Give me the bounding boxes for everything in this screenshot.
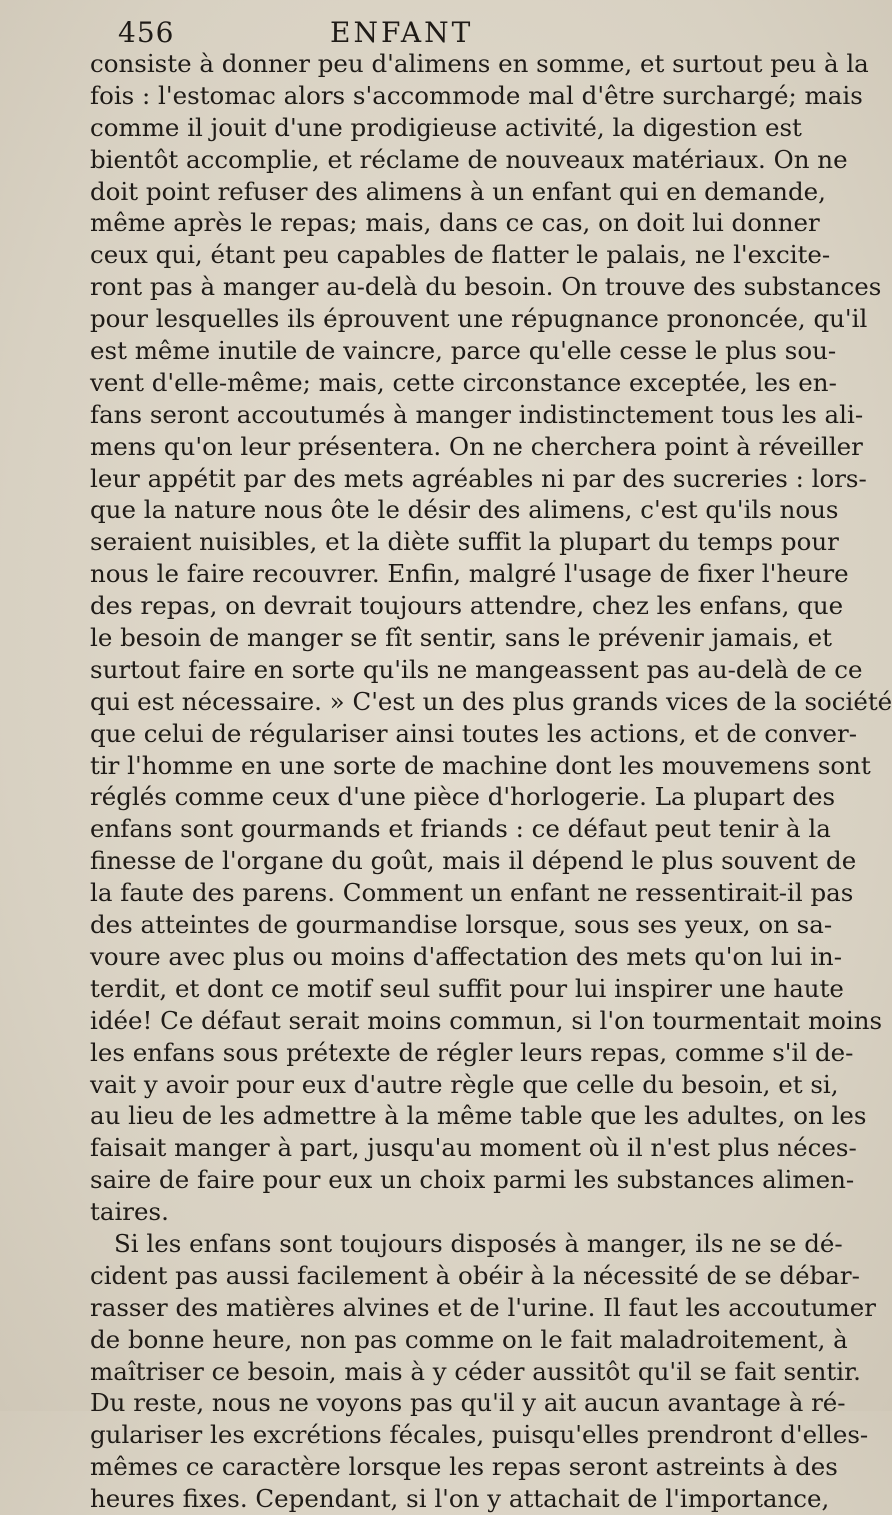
text-line: la faute des parens. Comment un enfant ne ressentirait-il pas [90, 878, 854, 908]
text-line: mens qu'on leur présentera. On ne cherchera point à réveiller [90, 431, 863, 461]
text-line: que la nature nous ôte le désir des alimens, c'est qu'ils nous [90, 495, 839, 525]
text-line: mêmes ce caractère lorsque les repas seront astreints à des [90, 1452, 838, 1482]
text-line: des atteintes de gourmandise lorsque, sous ses yeux, on sa- [90, 910, 833, 940]
paragraph-1 [90, 48, 892, 1228]
text-line: comme il jouit d'une prodigieuse activité, la digestion est [90, 112, 802, 142]
text-line: cident pas aussi facilement à obéir à la nécessité de se débar- [90, 1260, 860, 1290]
text-line: saire de faire pour eux un choix parmi les substances alimen- [90, 1165, 855, 1195]
text-line: heures fixes. Cependant, si l'on y attachait de l'importance, [90, 1484, 830, 1514]
text-line: enfans sont gourmands et friands : ce défaut peut tenir à la [90, 814, 831, 844]
text-line: Du reste, nous ne voyons pas qu'il y ait aucun avantage à ré- [90, 1388, 846, 1418]
text-line: ront pas à manger au-delà du besoin. On trouve des substances [90, 272, 882, 302]
text-line: est même inutile de vaincre, parce qu'elle cesse le plus sou- [90, 336, 837, 366]
text-line: seraient nuisibles, et la diète suffit la plupart du temps pour [90, 527, 839, 557]
body-text [90, 48, 892, 1515]
text-line: vent d'elle-même; mais, cette circonstance exceptée, les en- [90, 367, 837, 397]
text-line: même après le repas; mais, dans ce cas, on doit lui donner [90, 208, 820, 238]
text-line: terdit, et dont ce motif seul suffit pour lui inspirer une haute [90, 973, 844, 1003]
text-line: taires. [90, 1197, 169, 1227]
paragraph-2 [90, 1228, 876, 1515]
text-line: maîtriser ce besoin, mais à y céder aussitôt qu'il se fait sentir. [90, 1356, 861, 1386]
text-line: gulariser les excrétions fécales, puisqu'elles prendront d'elles- [90, 1420, 869, 1450]
text-line: consiste à donner peu d'alimens en somme, et surtout peu à la [90, 49, 869, 78]
text-line: nous le faire recouvrer. Enfin, malgré l'usage de fixer l'heure [90, 559, 849, 589]
text-line: réglés comme ceux d'une pièce d'horlogerie. La plupart des [90, 782, 836, 812]
text-line: vait y avoir pour eux d'autre règle que celle du besoin, et si, [90, 1069, 839, 1099]
text-line: ceux qui, étant peu capables de flatter le palais, ne l'excite- [90, 240, 831, 270]
text-line: au lieu de les admettre à la même table que les adultes, on les [90, 1101, 867, 1131]
text-line: doit point refuser des alimens à un enfant qui en demande, [90, 176, 826, 206]
page-number: 456 [118, 16, 175, 49]
text-line: surtout faire en sorte qu'ils ne mangeassent pas au-delà de ce [90, 654, 863, 684]
text-line: bientôt accomplie, et réclame de nouveaux matériaux. On ne [90, 144, 848, 174]
text-line: des repas, on devrait toujours attendre, chez les enfans, que [90, 591, 844, 621]
text-line: finesse de l'organe du goût, mais il dépend le plus souvent de [90, 846, 857, 876]
text-line: que celui de régulariser ainsi toutes les actions, et de conver- [90, 718, 857, 748]
running-title: ENFANT [330, 16, 474, 49]
text-line: tir l'homme en une sorte de machine dont les mouvemens sont [90, 750, 871, 780]
text-line: les enfans sous prétexte de régler leurs repas, comme s'il de- [90, 1037, 854, 1067]
text-line: de bonne heure, non pas comme on le fait maladroitement, à [90, 1324, 848, 1354]
text-line: fois : l'estomac alors s'accommode mal d'être surchargé; mais [90, 80, 863, 110]
text-line: rasser des matières alvines et de l'urine. Il faut les accoutumer [90, 1292, 876, 1322]
text-line: leur appétit par des mets agréables ni par des sucreries : lors- [90, 463, 867, 493]
text-line: faisait manger à part, jusqu'au moment où il n'est plus néces- [90, 1133, 857, 1163]
text-line: idée! Ce défaut serait moins commun, si l'on tourmentait moins [90, 1005, 883, 1035]
running-head [110, 16, 670, 52]
text-line: voure avec plus ou moins d'affectation des mets qu'on lui in- [90, 941, 842, 971]
text-line: fans seront accoutumés à manger indistinctement tous les ali- [90, 399, 864, 429]
text-line: le besoin de manger se fît sentir, sans le prévenir jamais, et [90, 623, 832, 653]
text-line: Si les enfans sont toujours disposés à manger, ils ne se dé- [114, 1228, 843, 1258]
text-line: qui est nécessaire. » C'est un des plus grands vices de la société [90, 686, 892, 716]
text-line: pour lesquelles ils éprouvent une répugnance prononcée, qu'il [90, 304, 868, 334]
